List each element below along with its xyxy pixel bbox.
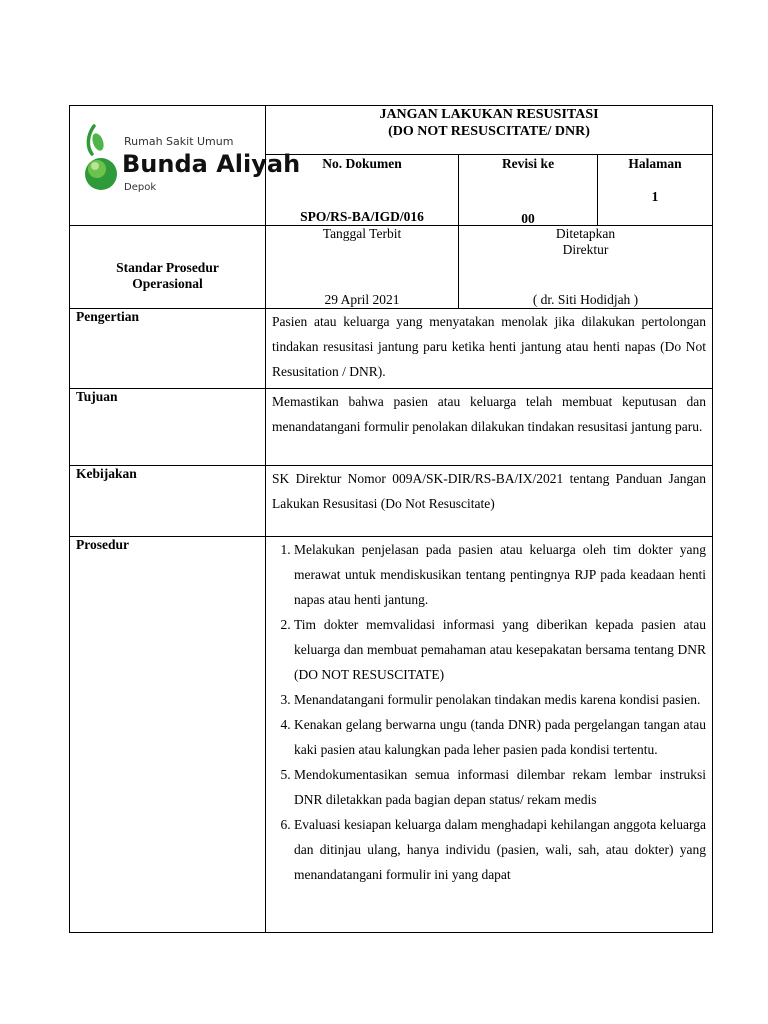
section-text-tujuan: Memastikan bahwa pasien atau keluarga telah membuat keputusan dan menandatangani formulir penolakan dilakukan tindakan resusitasi jantung paru. [266,389,713,466]
sop-label [70,260,265,292]
procedure-list [272,537,706,887]
revision-cell [459,155,598,226]
issue-date-cell [266,226,459,309]
logo-name: Bunda Aliyah [122,150,301,178]
procedure-step: 1. Melakukan penjelasan pada pasien atau keluarga oleh tim dokter yang merawat untuk mendiskusikan tentang pentingnya RJP pada keadaan henti napas atau henti jantung. [294,537,706,612]
document-title-cell [266,106,713,155]
hospital-logo [80,124,301,200]
issue-date-label: Tanggal Terbit [322,226,402,241]
sop-label-line1: Standar Prosedur [116,260,219,275]
procedure-step: 4. Kenakan gelang berwarna ungu (tanda DNR) pada pergelangan tangan atau kaki pasien atau kalungkan pada leher pasien pada kondisi tertentu. [294,712,706,762]
hospital-logo-cell [70,106,301,226]
issue-date-value: 29 April 2021 [324,292,400,307]
section-label-pengertian: Pengertian [70,309,266,389]
procedure-step: 5. Mendokumentasikan semua informasi dilembar rekam lembar instruksi DNR diletakkan pada bagian depan status/ rekam medis [294,762,706,812]
approval-line2: Direktur [562,242,609,257]
page-cell [598,155,713,226]
section-label-kebijakan: Kebijakan [70,466,266,537]
revision-value: 00 [521,211,535,226]
approval-cell [459,226,713,309]
procedure-step: 6. Evaluasi kesiapan keluarga dalam menghadapi kehilangan anggota keluarga dan ditinjau ulang, hanya individu (pasien, wali, sah, atau dokter) yang menandatangani formulir ini yang dapat [294,812,706,887]
document-title: JANGAN LAKUKAN RESUSITASI [379,107,599,122]
logo-subtitle: Rumah Sakit Umum [124,135,234,148]
procedure-step: 2. Tim dokter memvalidasi informasi yang diberikan kepada pasien atau keluarga dan membuat pemahaman atau kesepakatan bersama tentang DNR (DO NOT RESUSCITATE) [294,612,706,687]
approval-label [459,226,712,258]
doc-number-label: No. Dokumen [322,156,402,171]
page-value: 1 [651,189,659,204]
procedure-step: 3. Menandatangani formulir penolakan tindakan medis karena kondisi pasien. [294,687,706,712]
section-label-tujuan: Tujuan [70,389,266,466]
doc-number-cell [266,155,459,226]
revision-label: Revisi ke [501,156,555,171]
section-text-prosedur [266,537,713,933]
logo-location: Depok [124,182,157,193]
leaf-icon [90,132,106,152]
document-subtitle: (DO NOT RESUSCITATE/ DNR) [388,124,590,139]
section-text-kebijakan: SK Direktur Nomor 009A/SK-DIR/RS-BA/IX/2021 tentang Panduan Jangan Lakukan Resusitasi (Do Not Resuscitate) [266,466,713,537]
sop-label-line2: Operasional [132,276,203,291]
sop-document-table [69,105,713,933]
approver-name: ( dr. Siti Hodidjah ) [532,292,639,307]
section-label-prosedur: Prosedur [70,537,266,933]
page-label: Halaman [628,156,682,171]
approval-line1: Ditetapkan [555,226,616,241]
sop-label-cell [70,226,266,309]
doc-number-value: SPO/RS-BA/IGD/016 [300,209,424,224]
section-text-pengertian: Pasien atau keluarga yang menyatakan menolak jika dilakukan pertolongan tindakan resusitasi jantung paru ketika henti jantung atau henti napas (Do Not Resusitation / DNR). [266,309,713,389]
